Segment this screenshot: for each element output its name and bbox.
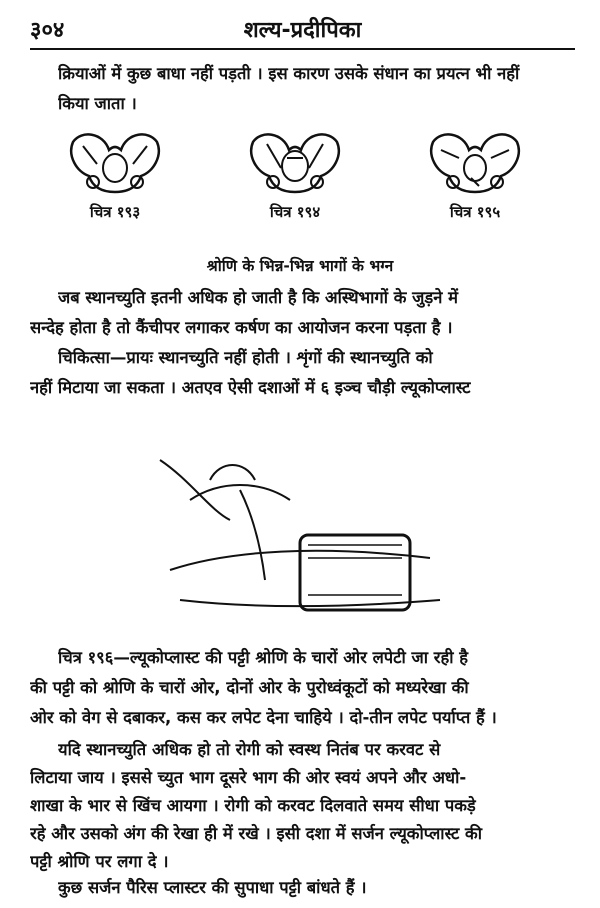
- text-line: चिकित्सा—प्रायः स्थानच्युति नहीं होती । शृंगों की स्थानच्युति को: [58, 348, 433, 367]
- text-line: ओर को वेग से दबाकर, कस कर लपेट देना चाहिये । दो-तीन लपेट पर्याप्त हैं ।: [30, 708, 497, 727]
- text-line: सन्देह होता है तो कैंचीपर लगाकर कर्षण का आयोजन करना पड़ता है ।: [30, 318, 453, 337]
- text-line: किया जाता ।: [58, 94, 137, 113]
- text-line: यदि स्थानच्युति अधिक हो तो रोगी को स्वस्थ नितंब पर करवट से: [58, 740, 441, 759]
- text-line: की पट्टी को श्रोणि के चारों ओर, दोनों ओर के पुरोध्वंकूटों को मध्यरेखा की: [30, 678, 469, 697]
- text-line: रहे और उसको अंग की रेखा ही में रखे । इसी दशा में सर्जन ल्यूकोप्लास्ट की: [30, 824, 482, 843]
- running-title: शल्य-प्रदीपिका: [243, 18, 362, 43]
- figure-label: चित्र १९३: [89, 203, 141, 221]
- text-line: लिटाया जाय । इससे च्युत भाग दूसरे भाग की ओर स्वयं अपने और अधो-: [30, 768, 467, 787]
- text-line: नहीं मिटाया जा सकता । अतएव ऐसी दशाओं में ६ इञ्च चौड़ी ल्यूकोप्लास्ट: [30, 378, 471, 397]
- page-number: ३०४: [30, 18, 65, 43]
- text-line: चित्र १९६—ल्यूकोप्लास्ट की पट्टी श्रोणि के चारों ओर लपेटी जा रही है: [58, 648, 469, 667]
- pelvis-figures: [60, 128, 580, 248]
- pelvis-illustration-icon: [67, 128, 163, 194]
- figure-193: [60, 128, 170, 222]
- figures-caption: श्रोणि के भिन्न-भिन्न भागों के भग्न: [206, 257, 394, 275]
- text-line: कुछ सर्जन पैरिस प्लास्टर की सुपाधा पट्टी बांधते हैं ।: [58, 878, 367, 897]
- text-line: पट्टी श्रोणि पर लगा दे ।: [30, 852, 169, 871]
- page-header: [30, 14, 575, 48]
- pelvis-illustration-icon: [427, 128, 523, 194]
- figure-194: [240, 128, 350, 222]
- figure-label: चित्र १९५: [449, 203, 501, 221]
- pelvis-illustration-icon: [247, 128, 343, 194]
- figure-label: चित्र १९४: [269, 203, 321, 221]
- figure-195: [420, 128, 530, 222]
- text-line: जब स्थानच्युति इतनी अधिक हो जाती है कि अस्थिभागों के जुड़ने में: [58, 288, 458, 307]
- text-line: शाखा के भार से खिंच आयगा । रोगी को करवट दिलवाते समय सीधा पकड़े: [30, 796, 476, 815]
- header-rule: [30, 48, 575, 50]
- bandage-illustration: [150, 440, 450, 620]
- text-line: क्रियाओं में कुछ बाधा नहीं पड़ती । इस कारण उसके संधान का प्रयत्न भी नहीं: [58, 64, 520, 83]
